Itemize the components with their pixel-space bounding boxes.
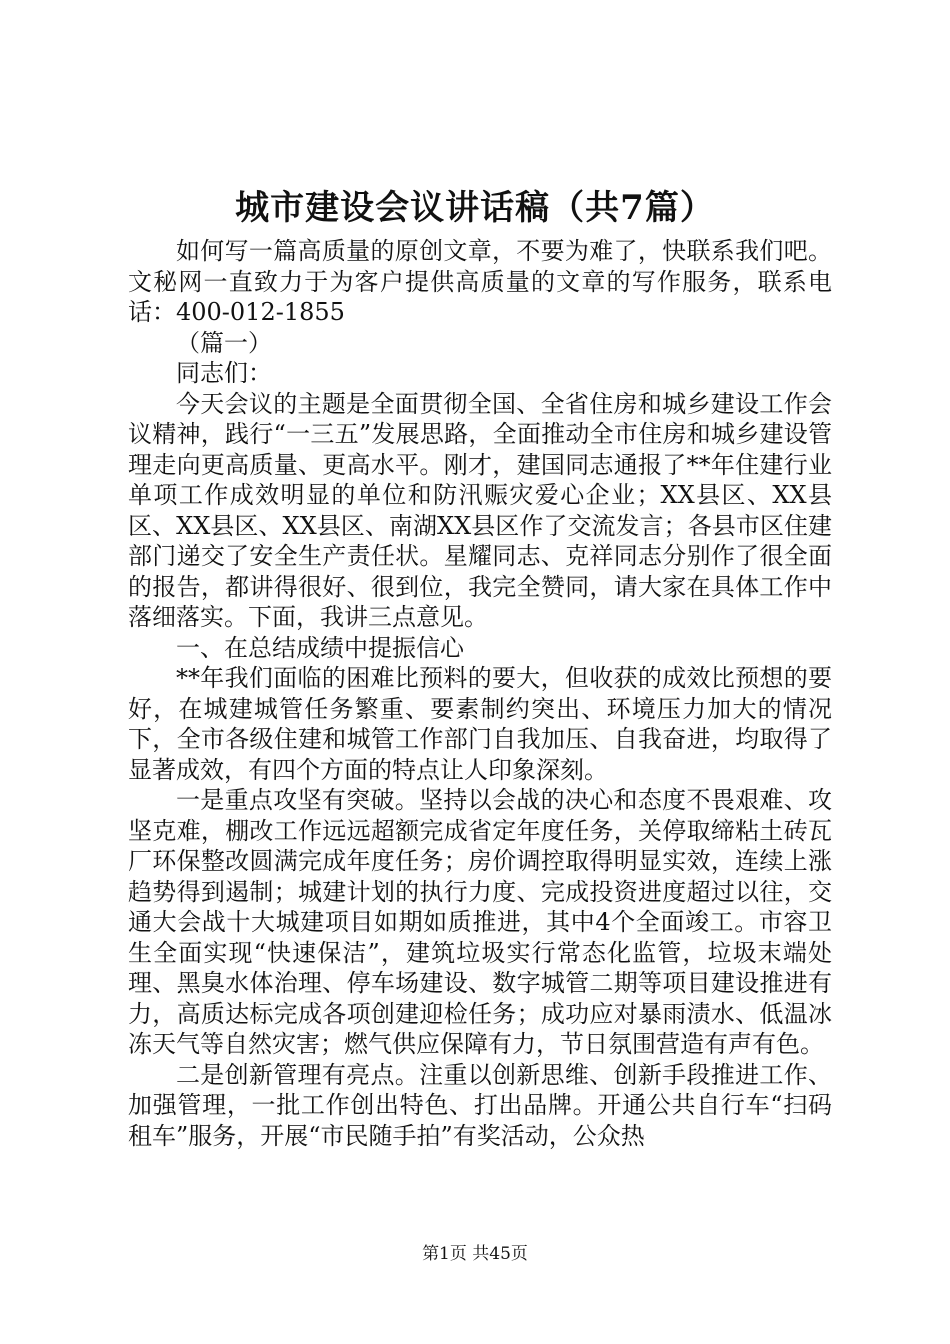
paragraph-point-2: 二是创新管理有亮点。注重以创新思维、创新手段推进工作、加强管理，一批工作创出特色、打出品牌。开通公共自行车“扫码租车”服务，开展“市民随手拍”有奖活动，公众热 <box>128 1060 832 1150</box>
paragraph-opening: 今天会议的主题是全面贯彻全国、全省住房和城乡建设工作会议精神，践行“一三五”发展思路，全面推动全市住房和城乡建设管理走向更高质量、更高水平。刚才，建国同志通报了**年住建行业单项工作成效明显的单位和防汛赈灾爱心企业；XX县区、XX县区、XX县区、XX县区、南湖XX县区作了交流发言；各县市区住建部门递交了安全生产责任状。星耀同志、克祥同志分别作了很全面的报告，都讲得很好、很到位，我完全赞同，请大家在具体工作中落细落实。下面，我讲三点意见。 <box>128 389 832 631</box>
document-title: 城市建设会议讲话稿（共7篇） <box>235 188 715 228</box>
paragraph-heading-1: 一、在总结成绩中提振信心 <box>176 633 464 662</box>
paragraph-point-1: 一是重点攻坚有突破。坚持以会战的决心和态度不畏艰难、攻坚克难，棚改工作远远超额完成省定年度任务，关停取缔粘土砖瓦厂环保整改圆满完成年度任务；房价调控取得明显实效，连续上涨趋势得到遏制；城建计划的执行力度、完成投资进度超过以往，交通大会战十大城建项目如期如质推进，其中4个全面竣工。市容卫生全面实现“快速保洁”，建筑垃圾实行常态化监管，垃圾末端处理、黑臭水体治理、停车场建设、数字城管二期等项目建设推进有力，高质达标完成各项创建迎检任务；成功应对暴雨渍水、低温冰冻天气等自然灾害；燃气供应保障有力，节日氛围营造有声有色。 <box>128 786 832 1058</box>
document-body <box>128 236 832 1151</box>
paragraph-salutation: 同志们： <box>176 359 272 387</box>
paragraph-intro: 如何写一篇高质量的原创文章，不要为难了，快联系我们吧。文秘网一直致力于为客户提供高质量的文章的写作服务，联系电话：400-012-1855 <box>128 237 832 326</box>
paragraph-section-label: （篇一） <box>176 328 272 357</box>
paragraph-summary: **年我们面临的困难比预料的要大，但收获的成效比预想的要好，在城建城管任务繁重、要素制约突出、环境压力加大的情况下，全市各级住建和城管工作部门自我加压、自我奋进，均取得了显著成效，有四个方面的特点让人印象深刻。 <box>128 664 832 784</box>
page-footer: 第1页 共45页 <box>422 1244 528 1264</box>
